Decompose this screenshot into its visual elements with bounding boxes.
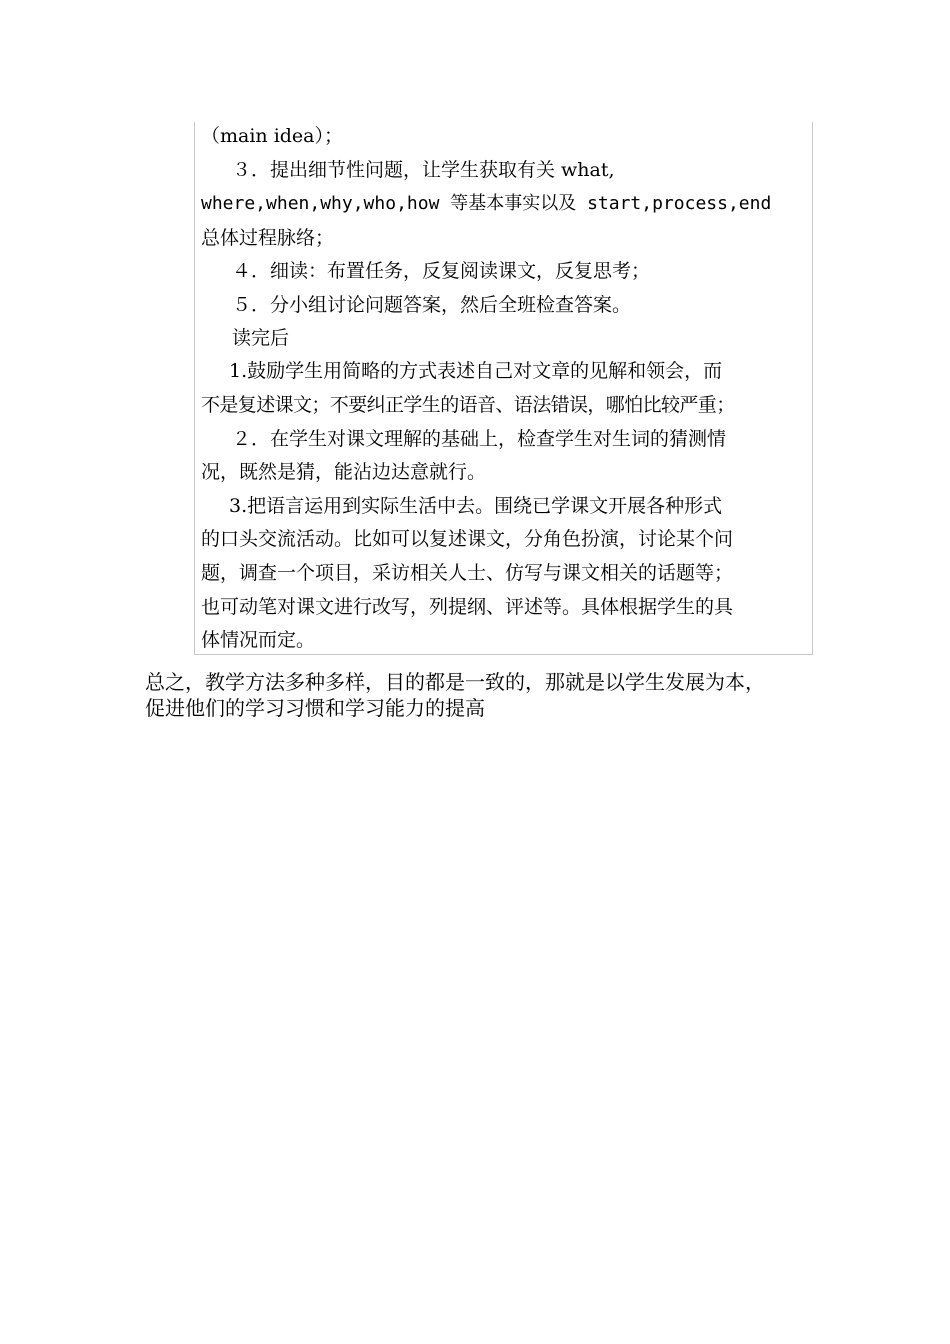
text-line: 题，调查一个项目，采访相关人士、仿写与课文相关的话题等；	[201, 562, 734, 584]
text-line: where,when,why,who,how 等基本事实以及 start,process,end	[201, 193, 772, 214]
text-line: 的口头交流活动。比如可以复述课文，分角色扮演，讨论某个问	[201, 528, 734, 550]
text-line: 也可动笔对课文进行改写，列提纲、评述等。具体根据学生的具	[201, 596, 734, 618]
text-line: （main idea）；	[201, 125, 344, 147]
summary-line: 总之，教学方法多种多样，目的都是一致的，那就是以学生发展为本，	[145, 670, 765, 694]
text-line: 总体过程脉络；	[201, 227, 335, 249]
text-line: 体情况而定。	[201, 629, 316, 651]
text-line: 3.把语言运用到实际生活中去。围绕已学课文开展各种形式	[229, 495, 723, 517]
text-line: ３．提出细节性问题，让学生获取有关 what,	[232, 159, 615, 181]
text-line: ２．在学生对课文理解的基础上，检查学生对生词的猜测情	[232, 428, 727, 450]
text-line: 不是复述课文；不要纠正学生的语音、语法错误，哪怕比较严重；	[201, 394, 735, 416]
summary-line: 促进他们的学习习惯和学习能力的提高	[145, 696, 485, 720]
text-line: ５．分小组讨论问题答案，然后全班检查答案。	[232, 294, 632, 316]
text-line: ４．细读：布置任务，反复阅读课文，反复思考；	[232, 260, 651, 282]
text-line: 况，既然是猜，能沾边达意就行。	[201, 461, 487, 483]
text-line: 1.鼓励学生用简略的方式表述自己对文章的见解和领会，而	[229, 360, 723, 382]
section-heading: 读完后	[232, 327, 290, 349]
